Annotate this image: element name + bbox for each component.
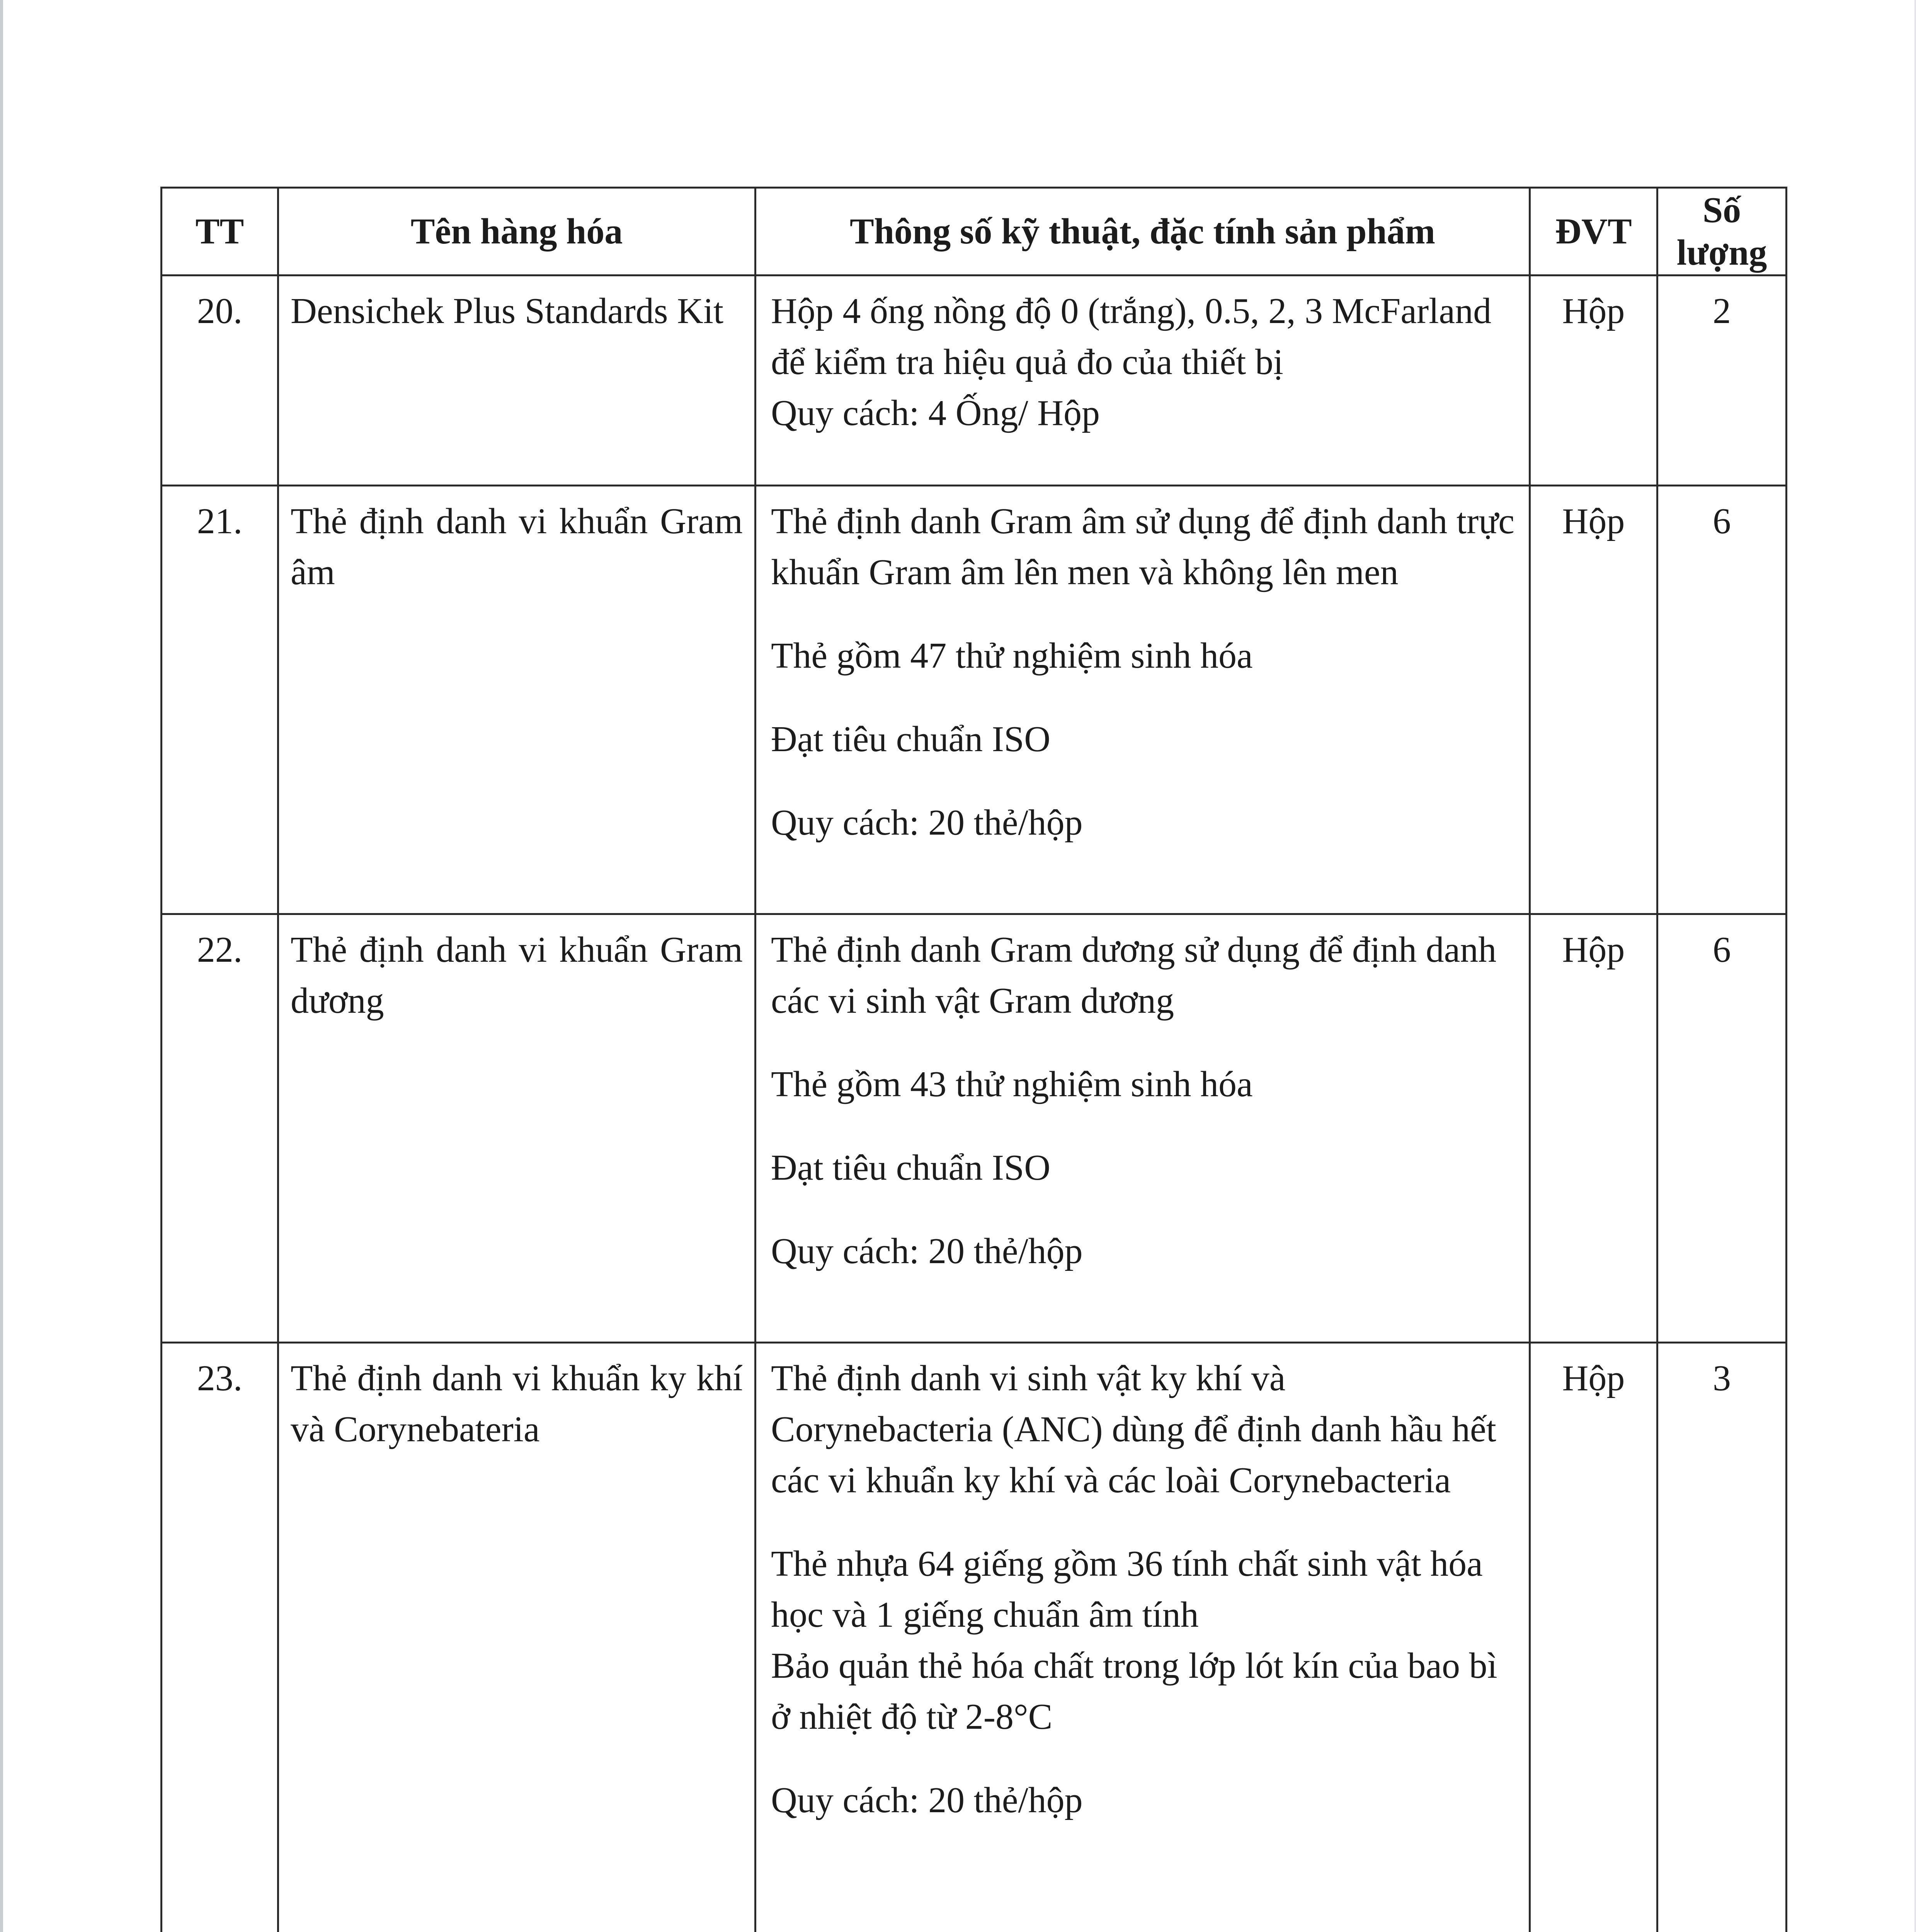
spec-line: Đạt tiêu chuẩn ISO (771, 1148, 1051, 1188)
spec-line: Thẻ định danh Gram dương sử dụng để định danh các vi sinh vật Gram dương (771, 930, 1497, 1021)
unit: Hộp (1530, 914, 1657, 1343)
header-spec: Thông số kỹ thuật, đặc tính sản phẩm (756, 188, 1530, 276)
product-name: Densichek Plus Standards Kit (278, 276, 756, 486)
product-spec-table (160, 187, 1787, 1932)
product-name: Thẻ định danh vi khuẩn ky khí và Corynebateria (278, 1343, 756, 1932)
table-row (162, 1343, 1787, 1932)
quantity: 6 (1657, 914, 1787, 1343)
spec-line: Quy cách: 20 thẻ/hộp (771, 803, 1083, 843)
header-tt: TT (162, 188, 278, 276)
quantity: 3 (1657, 1343, 1787, 1932)
row-number: 20. (162, 276, 278, 486)
table-row (162, 486, 1787, 914)
spec-line: Thẻ nhựa 64 giếng gồm 36 tính chất sinh vật hóa học và 1 giếng chuẩn âm tính (771, 1544, 1483, 1635)
spec-line: Hộp 4 ống nồng độ 0 (trắng), 0.5, 2, 3 McFarland để kiểm tra hiệu quả đo của thiết bị (771, 291, 1492, 382)
table-row (162, 914, 1787, 1343)
scan-left-edge (0, 0, 3, 1932)
spec-line: Quy cách: 20 thẻ/hộp (771, 1231, 1083, 1271)
spec-line: Quy cách: 20 thẻ/hộp (771, 1780, 1083, 1820)
product-spec (756, 486, 1530, 914)
product-spec (756, 1343, 1530, 1932)
unit: Hộp (1530, 276, 1657, 486)
spec-line: Thẻ định danh Gram âm sử dụng để định danh trực khuẩn Gram âm lên men và không lên men (771, 501, 1515, 592)
header-unit: ĐVT (1530, 188, 1657, 276)
row-number: 22. (162, 914, 278, 1343)
row-number: 23. (162, 1343, 278, 1932)
table-row (162, 276, 1787, 486)
header-name: Tên hàng hóa (278, 188, 756, 276)
header-qty: Số lượng (1657, 188, 1787, 276)
unit: Hộp (1530, 1343, 1657, 1932)
quantity: 2 (1657, 276, 1787, 486)
spec-line: Thẻ gồm 43 thử nghiệm sinh hóa (771, 1064, 1253, 1104)
quantity: 6 (1657, 486, 1787, 914)
spec-line: Đạt tiêu chuẩn ISO (771, 719, 1051, 759)
product-spec (756, 276, 1530, 486)
scan-right-edge (1914, 0, 1916, 1932)
product-name: Thẻ định danh vi khuẩn Gram dương (278, 914, 756, 1343)
product-name: Thẻ định danh vi khuẩn Gram âm (278, 486, 756, 914)
row-number: 21. (162, 486, 278, 914)
spec-line: Bảo quản thẻ hóa chất trong lớp lót kín của bao bì ở nhiệt độ từ 2-8°C (771, 1646, 1497, 1737)
header-row (162, 188, 1787, 276)
unit: Hộp (1530, 486, 1657, 914)
spec-line: Thẻ gồm 47 thử nghiệm sinh hóa (771, 636, 1253, 676)
spec-line: Thẻ định danh vi sinh vật ky khí và Corynebacteria (ANC) dùng để định danh hầu hết các vi khuẩn ky khí và các loài Corynebacteria (771, 1358, 1496, 1500)
spec-line: Quy cách: 4 Ống/ Hộp (771, 393, 1100, 433)
product-spec (756, 914, 1530, 1343)
